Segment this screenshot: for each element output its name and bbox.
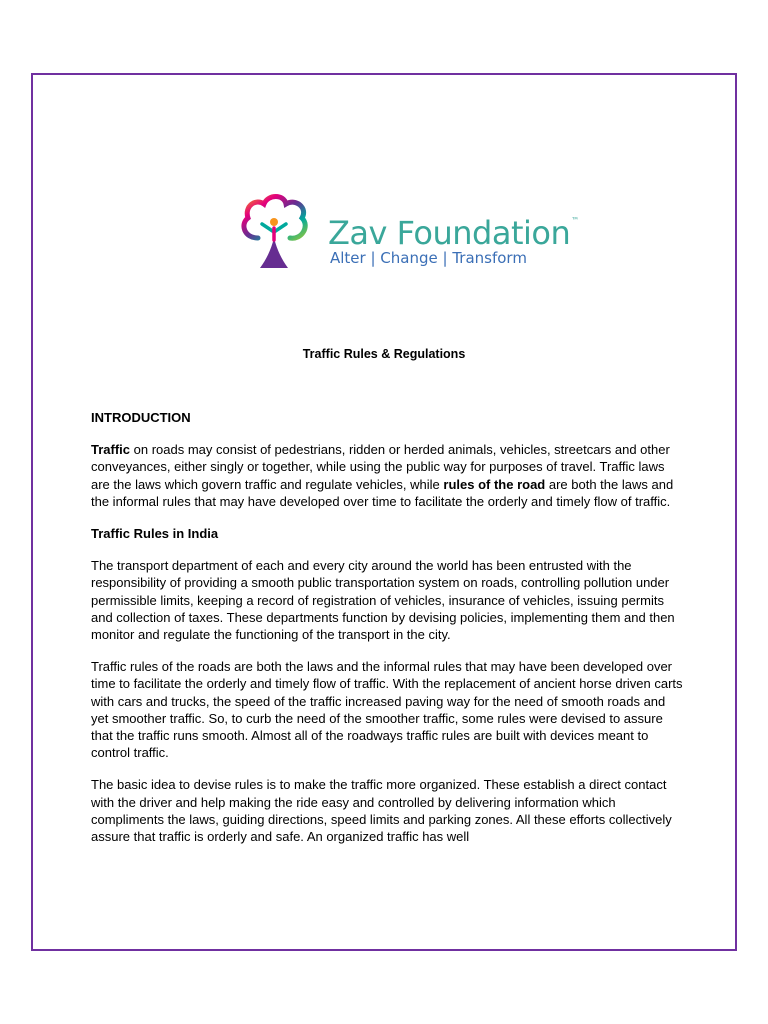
heading-traffic-rules-india: Traffic Rules in India (91, 526, 219, 542)
heading-introduction: INTRODUCTION (91, 410, 191, 425)
document-title: Traffic Rules & Regulations (302, 347, 466, 361)
paragraph-basic-idea: The basic idea to devise rules is to make the traffic more organized. These establish a direct contact with the driver and help making the ride easy and controlled by delivering information which compliments the laws, guiding directions, speed limits and parking zones. All these efforts collectively assure that traffic is orderly and safe. An organized traffic has well (91, 777, 672, 845)
paragraph-introduction: Traffic on roads may consist of pedestrians, ridden or herded animals, vehicles, streetcars and other conveyances, either singly or together, while using the public way for purposes of travel. Traffic laws are the laws which govern traffic and regulate vehicles, while rules of the road are both the laws and the informal rules that may have developed over time to facilitate the orderly and timely flow of traffic. (91, 442, 674, 509)
logo (216, 142, 579, 332)
paragraph-transport-department: The transport department of each and every city around the world has been entrusted with the responsibility of providing a smooth public transportation system on roads, controlling pollution under permissible limits, keeping a record of registration of vehicles, insurance of vehicles, issuing permits and collection of taxes. These departments function by devising policies, implementing them and then monitor and regulate the functioning of the transport in the city. (91, 558, 675, 643)
term-rules-of-road: rules of the road (443, 476, 546, 492)
trademark-symbol: ™ (571, 216, 579, 225)
document-body (91, 409, 683, 860)
term-traffic: Traffic (91, 442, 131, 458)
tree-people-icon (238, 194, 310, 272)
brand-tagline: Alter | Change | Transform (330, 249, 527, 267)
paragraph-traffic-rules: Traffic rules of the roads are both the laws and the informal rules that may have been developed over time to facilitate the orderly and timely flow of traffic. With the replacement of ancient horse driven carts with cars and trucks, the speed of the traffic increased paving way for the need of smooth roads and yet smoother traffic. So, to curb the need of the smoother traffic, some rules were devised to assure that the traffic runs smooth. Almost all of the roadways traffic rules are built with devices meant to control traffic. (91, 659, 683, 761)
brand-name: Zav Foundation™ (328, 214, 579, 252)
